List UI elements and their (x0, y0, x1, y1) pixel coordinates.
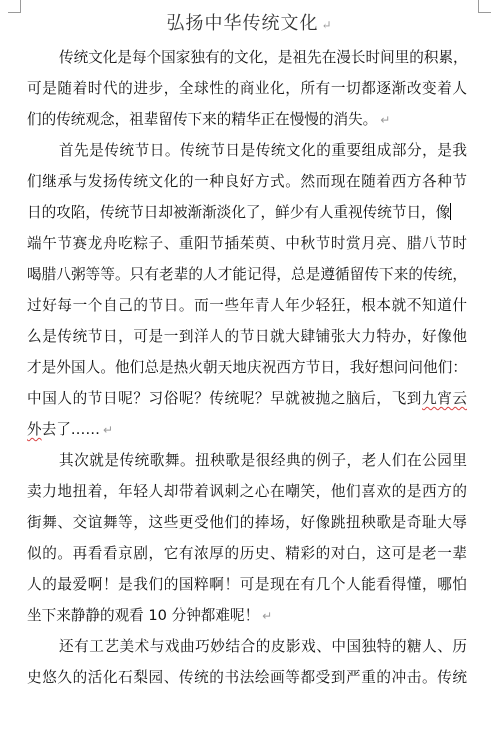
document-title-text: 弘扬中华传统文化 (166, 13, 319, 34)
text-line-spellcheck: 外去了…… ↵ (27, 421, 114, 438)
spellcheck-flagged-word[interactable]: 九宵云 (422, 390, 467, 407)
text-line: 端午节赛龙舟吃粽子、重阳节插茱萸、中秋节时赏月亮、腊八节时 (27, 235, 467, 252)
paragraph-mark-icon: ↵ (103, 423, 114, 437)
document-title[interactable] (0, 12, 499, 37)
text-line-content: 日的攻陷，传统节日却被渐渐淡化了，鲜少有人重视传统节日，像 (27, 204, 451, 221)
text-line: 过好每一个自己的节日。而一些年青人年少轻狂，根本就不知道什 (27, 297, 467, 314)
paragraph-mark-icon: ↵ (262, 609, 273, 623)
paragraph-mark-icon: ↵ (321, 18, 333, 32)
text-line-with-cursor (27, 197, 467, 228)
text-line: 还有工艺美术与戏曲巧妙结合的皮影戏、中国独特的糖人、历 (59, 638, 467, 655)
text-line-spellcheck: 中国人的节日呢？习俗呢？传统呢？早就被抛之脑后，飞到九宵云 (27, 390, 467, 407)
text-cursor (450, 203, 451, 220)
text-line: 喝腊八粥等等。只有老辈的人才能记得，总是遵循留传下来的传统， (27, 266, 467, 283)
text-line: 史悠久的活化石梨园、传统的书法绘画等都受到严重的冲击。传统 (27, 669, 467, 686)
text-line: 才是外国人。他们总是热火朝天地庆祝西方节日，我好想问问他们： (27, 359, 467, 376)
text-line: 传统文化是每个国家独有的文化，是祖先在漫长时间里的积累， (59, 49, 468, 66)
document-body[interactable] (27, 42, 467, 693)
text-line: 人的最爱啊！是我们的国粹啊！可是现在有几个人能看得懂，哪怕 (27, 576, 467, 593)
text-line-content: 坐下来静静的观看 10 分钟都难呢！ (27, 607, 260, 624)
text-line: 街舞、交谊舞等，这些更受他们的捧场，好像跳扭秧歌是奇耻大辱 (27, 514, 467, 531)
text-line: 似的。再看看京剧，它有浓厚的历史、精彩的对白，这可是老一辈 (27, 545, 467, 562)
text-line: 可是随着时代的进步，全球性的商业化，所有一切都逐渐改变着人 (27, 80, 467, 97)
spellcheck-flagged-word[interactable]: 外 (27, 421, 42, 438)
text-line: 其次就是传统歌舞。扭秧歌是很经典的例子，老人们在公园里 (59, 452, 467, 469)
text-line: 么是传统节日，可是一到洋人的节日就大肆铺张大力特办，好像他 (27, 328, 467, 345)
text-line: 首先是传统节日。传统节日是传统文化的重要组成部分，是我 (59, 142, 467, 159)
text-line (27, 104, 467, 135)
paragraph-mark-icon: ↵ (380, 113, 391, 127)
text-line (27, 600, 467, 631)
text-line: 们继承与发扬传统文化的一种良好方式。然而现在随着西方各种节 (27, 173, 467, 190)
text-line-content: 们的传统观念，祖辈留传下来的精华正在慢慢的消失。 (27, 111, 378, 128)
text-line: 卖力地扭着，年轻人却带着讽刺之心在嘲笑，他们喜欢的是西方的 (27, 483, 467, 500)
